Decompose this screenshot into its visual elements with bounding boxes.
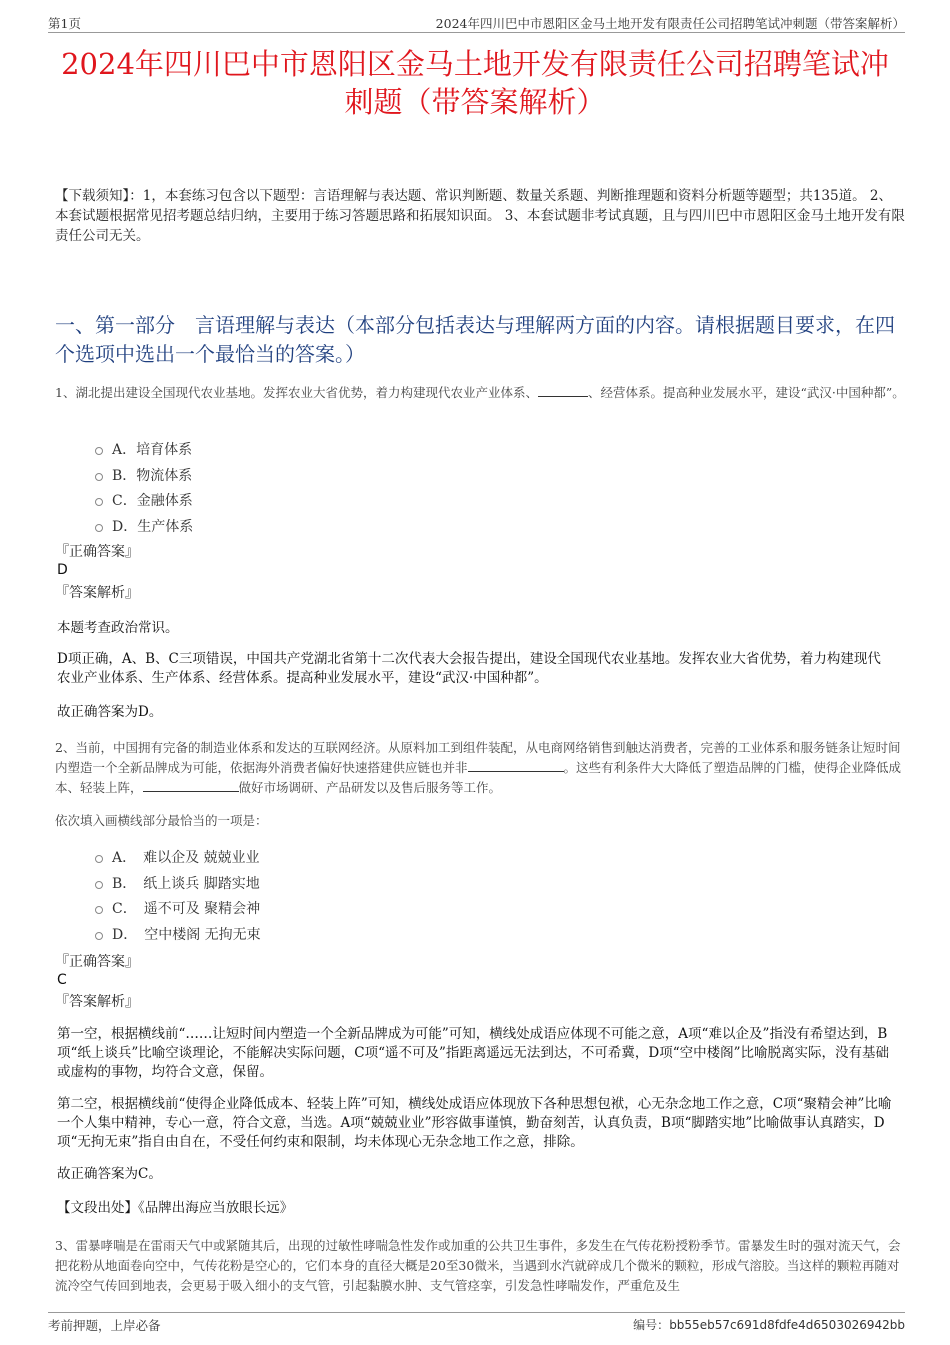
question-1-answer: D — [57, 562, 68, 578]
option-b[interactable]: B．物流体系 — [95, 462, 193, 488]
radio-icon[interactable] — [95, 524, 103, 532]
question-1-analysis-2: D项正确，A、B、C三项错误，中国共产党湖北省第十二次代表大会报告提出，建设全国现代农业基地。发挥农业大省优势，着力构建现代农业产业体系、生产体系、经营体系。提高种业发展水平，建设“武汉·中国种都”。 — [57, 651, 881, 686]
download-notice: 【下载须知】：1，本套练习包含以下题型：言语理解与表达题、常识判断题、数量关系题、判断推理题和资料分析题等题型；共135道。 2、本套试题根据常见招考题总结归纳，主要用于练习答题思路和拓展知识面。 3、本套试题非考试真题，且与四川巴中市恩阳区金马土地开发有限责任公司无关。 — [55, 188, 905, 244]
question-1-analysis-3: 故正确答案为D。 — [57, 704, 163, 720]
radio-icon[interactable] — [95, 855, 103, 863]
question-2-answer: C — [57, 972, 67, 988]
question-1-analysis-1: 本题考查政治常识。 — [57, 620, 179, 636]
header-doc-title: 2024年四川巴中市恩阳区金马土地开发有限责任公司招聘笔试冲刺题（带答案解析） — [435, 16, 905, 31]
option-c[interactable]: C．金融体系 — [95, 487, 193, 513]
section-heading: 一、第一部分 言语理解与表达（本部分包括表达与理解两方面的内容。请根据题目要求，在四个选项中选出一个最恰当的答案。） — [55, 313, 895, 366]
footer-code: 编号：bb55eb57c691d8fdfe4d6503026942bb — [633, 1318, 905, 1332]
radio-icon[interactable] — [95, 473, 103, 481]
question-1-stem: 1、湖北提出建设全国现代农业基地。发挥农业大省优势，着力构建现代农业产业体系、 、经营体系。提高种业发展水平，建设“武汉·中国种都”。 — [55, 385, 905, 400]
question-2-source: 【文段出处】《品牌出海应当放眼长远》 — [57, 1200, 294, 1216]
question-2-analysis-3: 故正确答案为C。 — [57, 1166, 162, 1182]
question-3-stem: 3、雷暴哮喘是在雷雨天气中或紧随其后，出现的过敏性哮喘急性发作或加重的公共卫生事件，多发生在气传花粉授粉季节。雷暴发生时的强对流天气，会把花粉从地面卷向空中，气传花粉是空心的，它们本身的直径大概是20至30微米，当遇到水汽就碎成几个微米的颗粒，形成气溶胶。当这样的颗粒再随对流冷空气传回到地表，会更易于吸入细小的支气管，引起黏膜水肿、支气管痉挛，引发急性哮喘发作，严重危及生 — [55, 1238, 901, 1293]
radio-icon[interactable] — [95, 498, 103, 506]
radio-icon[interactable] — [95, 932, 103, 940]
radio-icon[interactable] — [95, 447, 103, 455]
option-d[interactable]: D．生产体系 — [95, 513, 193, 539]
fill-blank — [468, 759, 564, 772]
option-a[interactable]: A． 难以企及 兢兢业业 — [95, 844, 261, 870]
question-2-analysis-2: 第二空，根据横线前“使得企业降低成本、轻装上阵”可知，横线处成语应体现放下各种思想包袱，心无杂念地工作之意，C项“聚精会神”比喻一个人集中精神，专心一意，符合文意，当选。A项“兢兢业业”形容做事谨慎，勤奋刻苦，认真负责，B项“脚踏实地”比喻做事认真踏实，D项“无拘无束”指自由自在，不受任何约束和限制，均未体现心无杂念地工作之意，排除。 — [57, 1096, 892, 1150]
question-1-options — [95, 436, 193, 539]
page-header — [48, 10, 905, 33]
page-number: 第1页 — [48, 16, 81, 31]
question-2-instruction: 依次填入画横线部分最恰当的一项是： — [55, 813, 268, 828]
option-a[interactable]: A．培育体系 — [95, 436, 193, 462]
question-2-stem: 2、当前，中国拥有完备的制造业体系和发达的互联网经济。从原料加工到组件装配，从电商网络销售到触达消费者，完善的工业体系和服务链条让短时间内塑造一个全新品牌成为可能，依据海外消费者偏好快速搭建供应链也并非 。这些有利条件大大降低了塑造品牌的门槛，使得企业降低成本、轻装上阵， 做好市场调研、产品研发以及售后服务等工作。 — [55, 740, 902, 795]
question-2-options — [95, 844, 261, 947]
analysis-label: 『答案解析』 — [55, 994, 139, 1010]
analysis-label: 『答案解析』 — [55, 585, 139, 601]
option-d[interactable]: D． 空中楼阁 无拘无束 — [95, 921, 261, 947]
document-title: 2024年四川巴中市恩阳区金马土地开发有限责任公司招聘笔试冲刺题（带答案解析） — [61, 47, 889, 119]
fill-blank — [538, 384, 588, 397]
option-b[interactable]: B． 纸上谈兵 脚踏实地 — [95, 870, 261, 896]
fill-blank — [143, 779, 239, 792]
correct-answer-label: 『正确答案』 — [55, 544, 139, 560]
page-footer — [48, 1312, 905, 1337]
question-2-analysis-1: 第一空，根据横线前“……让短时间内塑造一个全新品牌成为可能”可知，横线处成语应体现不可能之意，A项“难以企及”指没有希望达到，B项“纸上谈兵”比喻空谈理论，不能解决实际问题，C项“遥不可及”指距离遥远无法到达，不可希冀，D项“空中楼阁”比喻脱离实际，没有基础或虚构的事物，均符合文意，保留。 — [57, 1026, 890, 1080]
option-c[interactable]: C． 遥不可及 聚精会神 — [95, 895, 261, 921]
footer-slogan: 考前押题，上岸必备 — [48, 1318, 161, 1333]
radio-icon[interactable] — [95, 881, 103, 889]
correct-answer-label: 『正确答案』 — [55, 954, 139, 970]
radio-icon[interactable] — [95, 906, 103, 914]
